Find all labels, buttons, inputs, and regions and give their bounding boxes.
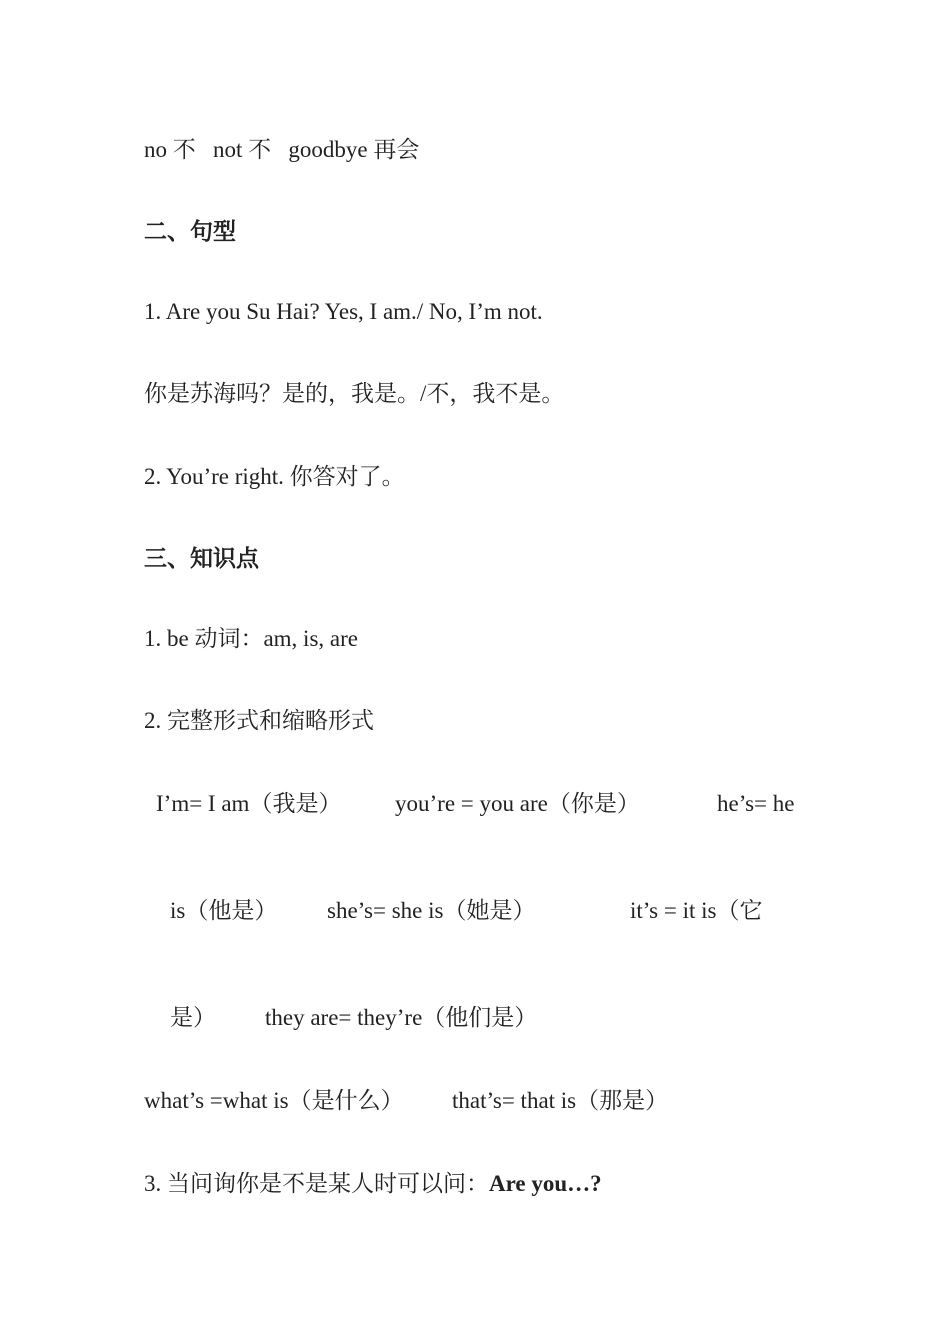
point-3-asking-identity	[144, 1169, 602, 1199]
contraction-im: I’m= I am（我是）	[156, 791, 342, 816]
point-2-full-and-short-forms: 2. 完整形式和缩略形式	[144, 708, 374, 733]
contraction-youre: you’re = you are（你是）	[395, 791, 640, 816]
point-3-question: Are you…?	[489, 1171, 602, 1196]
vocab-line: no 不 not 不 goodbye 再会	[144, 137, 420, 162]
contraction-whats: what’s =what is（是什么）	[144, 1088, 404, 1113]
sentence-1-english: 1. Are you Su Hai? Yes, I am./ No, I’m not.	[144, 299, 543, 324]
contraction-hes-end: is（他是）	[170, 898, 278, 923]
sentence-2: 2. You’re right. 你答对了。	[144, 464, 405, 489]
section-heading-knowledge-points: 三、知识点	[144, 546, 259, 571]
point-3-text: 3. 当问询你是不是某人时可以问：	[144, 1171, 489, 1196]
contraction-hes-start: he’s= he	[717, 791, 795, 816]
contraction-its-end: 是）	[170, 1005, 216, 1030]
contraction-shes: she’s= she is（她是）	[327, 898, 536, 923]
section-heading-sentence-patterns: 二、句型	[144, 219, 236, 244]
sentence-1-chinese: 你是苏海吗？是的，我是。/不，我不是。	[144, 381, 565, 406]
point-1-be-verbs: 1. be 动词：am, is, are	[144, 626, 358, 651]
contraction-thats: that’s= that is（那是）	[452, 1088, 669, 1113]
contraction-its-start: it’s = it is（它	[630, 898, 763, 923]
contraction-theyre: they are= they’re（他们是）	[265, 1005, 538, 1030]
